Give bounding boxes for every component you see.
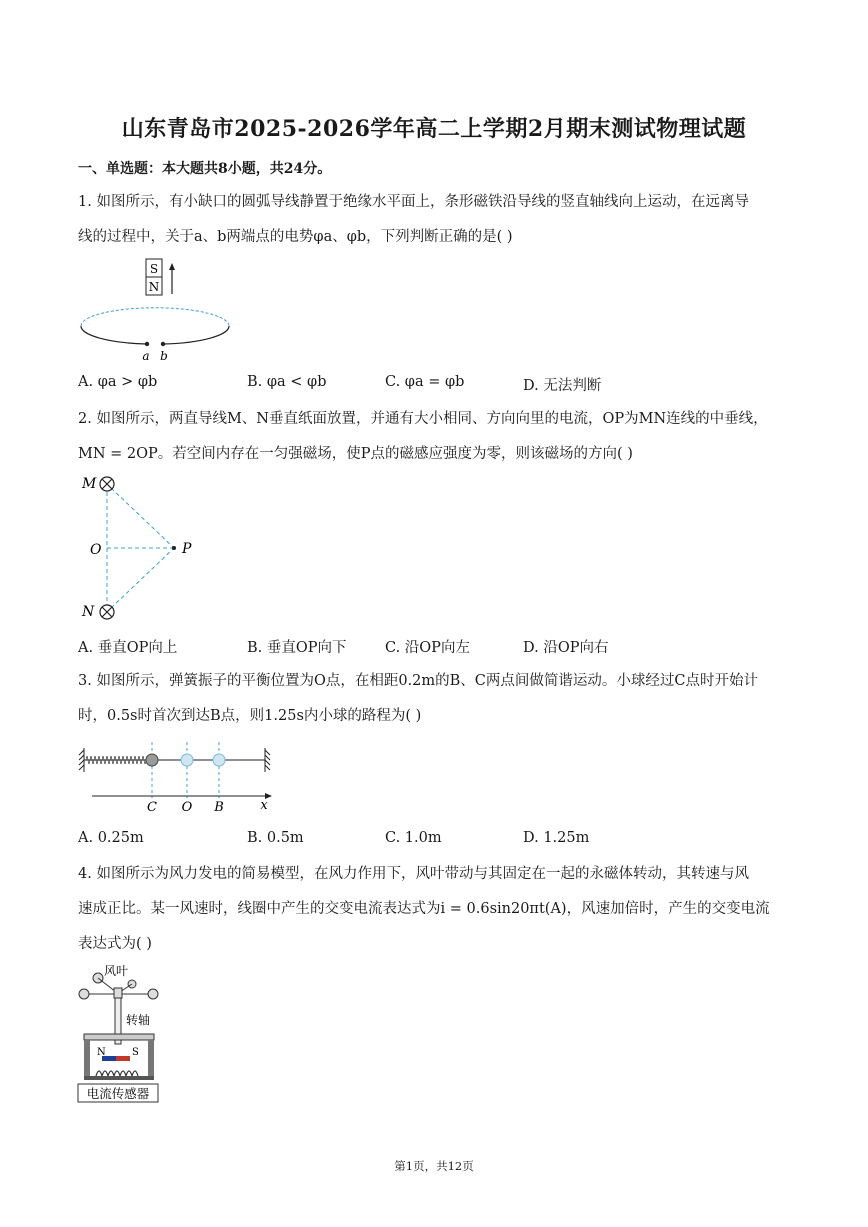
left-wall-icon	[79, 748, 84, 772]
label-o: O	[181, 800, 193, 814]
label-a: a	[142, 349, 150, 363]
top-plate	[84, 1034, 154, 1040]
page-footer: 第1页，共12页	[394, 1159, 474, 1173]
ball-at-c	[146, 754, 158, 766]
hub	[114, 988, 122, 998]
question-3-line-1: 3. 如图所示，弹簧振子的平衡位置为O点，在相距0.2m的B、C两点间做简谐运动。小球经过C点时开始计	[78, 673, 758, 689]
label-o: O	[90, 542, 102, 558]
label-axis: 转轴	[126, 1013, 151, 1027]
line-np	[111, 548, 174, 608]
left-frame	[84, 1040, 90, 1076]
point-a	[145, 342, 149, 346]
blade-ball-icon	[148, 989, 158, 999]
option-d: D. 无法判断	[523, 378, 602, 394]
label-n: N	[82, 604, 95, 620]
point-b	[161, 342, 165, 346]
label-magnet-n: N	[97, 1047, 106, 1058]
option-c: C. φa = φb	[385, 374, 465, 390]
label-b: b	[160, 349, 168, 363]
spring	[86, 757, 154, 764]
label-blade: 风叶	[104, 964, 129, 978]
ball-ghost-b	[213, 754, 225, 766]
coil-front-arc-right	[163, 326, 229, 344]
arrow-head-icon	[169, 263, 175, 270]
label-c: C	[147, 800, 157, 814]
point-p	[172, 546, 176, 550]
coil	[96, 1071, 138, 1076]
label-magnet-s: S	[132, 1047, 139, 1058]
coil-back-arc	[81, 308, 229, 326]
question-1-figure	[76, 254, 236, 366]
option-d: D. 1.25m	[523, 830, 590, 846]
option-b: B. φa < φb	[247, 374, 327, 390]
coil-front-arc-left	[81, 326, 147, 344]
label-p: P	[182, 541, 192, 557]
page-title: 山东青岛市2025-2026学年高二上学期2月期末测试物理试题	[121, 116, 747, 142]
right-wall-icon	[265, 748, 270, 772]
section-heading: 一、单选题：本大题共8小题，共24分。	[78, 161, 332, 177]
question-1-line-1: 1. 如图所示，有小缺口的圆弧导线静置于绝缘水平面上，条形磁铁沿导线的竖直轴线向上运动，在远离导	[78, 194, 749, 210]
option-c: C. 沿OP向左	[385, 640, 470, 656]
question-4-line-2: 速成正比。某一风速时，线圈中产生的交变电流表达式为i = 0.6sin20πt(A)，风速加倍时，产生的交变电流	[78, 901, 770, 917]
base	[84, 1076, 154, 1080]
question-2-line-1: 2. 如图所示，两直导线M、N垂直纸面放置，并通有大小相同、方向向里的电流，OP为MN连线的中垂线，	[78, 411, 768, 427]
blade-arm	[98, 978, 116, 992]
question-2-figure	[76, 468, 206, 626]
line-mp	[111, 488, 174, 548]
question-1-stem	[78, 185, 790, 255]
label-n: N	[148, 280, 160, 294]
ball-ghost-o	[181, 754, 193, 766]
right-frame	[148, 1040, 154, 1076]
question-1-line-2: 线的过程中，关于a、b两端点的电势φa、φb，下列判断正确的是( )	[78, 229, 513, 245]
question-4-stem	[78, 857, 790, 962]
blade-ball-icon	[79, 989, 89, 999]
question-3-line-2: 时，0.5s时首次到达B点，则1.25s内小球的路程为( )	[78, 708, 422, 724]
option-a: A. φa > φb	[78, 374, 158, 390]
option-a: A. 0.25m	[78, 830, 144, 846]
option-d: D. 沿OP向右	[523, 640, 609, 656]
question-2-stem	[78, 402, 790, 472]
option-b: B. 0.5m	[247, 830, 304, 846]
question-4-figure	[76, 962, 186, 1108]
label-m: M	[82, 476, 97, 492]
option-a: A. 垂直OP向上	[78, 640, 178, 656]
label-b: B	[214, 800, 224, 814]
label-x: x	[260, 798, 268, 813]
magnet-s	[116, 1056, 130, 1061]
question-4-line-1: 4. 如图所示为风力发电的简易模型，在风力作用下，风叶带动与其固定在一起的永磁体转动，其转速与风	[78, 866, 749, 882]
question-3-figure	[76, 738, 276, 814]
question-4-line-3: 表达式为( )	[78, 936, 152, 952]
option-b: B. 垂直OP向下	[247, 640, 347, 656]
current-into-page-icon	[100, 605, 114, 619]
label-s: S	[149, 262, 159, 276]
label-sensor: 电流传感器	[86, 1086, 150, 1101]
question-3-stem	[78, 664, 790, 734]
current-into-page-icon	[100, 477, 114, 491]
question-2-line-2: MN = 2OP。若空间内存在一匀强磁场，使P点的磁感应强度为零，则该磁场的方向( )	[78, 446, 633, 462]
option-c: C. 1.0m	[385, 830, 442, 846]
